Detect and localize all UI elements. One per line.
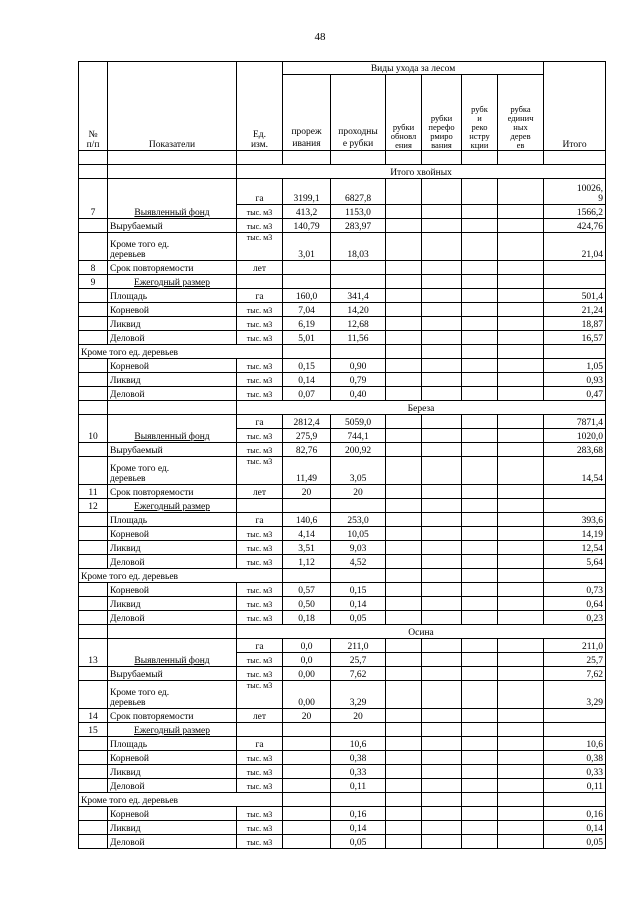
- cell-passage: 211,0: [331, 639, 386, 653]
- section-conifers: [79, 165, 606, 179]
- header-thinning: прореж ивания: [283, 75, 331, 151]
- table-row: [79, 667, 606, 681]
- cell-total: 0,11: [544, 779, 606, 793]
- row-label: Корневой: [108, 583, 237, 597]
- table-row: [79, 373, 606, 387]
- table-row: [79, 219, 606, 233]
- row-label: Ликвид: [108, 821, 237, 835]
- header-renewal: рубки обновл ения: [386, 75, 422, 151]
- table-row: [79, 513, 606, 527]
- row-label: Срок повторяемости: [108, 709, 237, 723]
- cell-total: 12,54: [544, 541, 606, 555]
- cell-thinning: 11,49: [283, 457, 331, 485]
- header-reform: рубки перефо рмиро вания: [422, 75, 462, 151]
- cell-total: 424,76: [544, 219, 606, 233]
- table-row: [79, 793, 606, 807]
- cell-total: 7,62: [544, 667, 606, 681]
- cell-thinning: 20: [283, 485, 331, 499]
- header-passage: проходны е рубки: [331, 75, 386, 151]
- header-num: № п/п: [79, 62, 108, 151]
- row-unit: тыс. м3: [237, 219, 283, 233]
- row-label: Корневой: [108, 807, 237, 821]
- table-row: [79, 499, 606, 513]
- section-title: Осина: [237, 625, 606, 639]
- cell-total: 5,64: [544, 555, 606, 569]
- table-row: [79, 527, 606, 541]
- spacer-row: [79, 151, 606, 165]
- cell-thinning: 7,04: [283, 303, 331, 317]
- cell-thinning: 3199,1: [283, 179, 331, 205]
- cell-thinning: 6,19: [283, 317, 331, 331]
- cell-passage: 14,20: [331, 303, 386, 317]
- table-row: [79, 415, 606, 429]
- row-unit: лет: [237, 485, 283, 499]
- header-row-1: [79, 62, 606, 75]
- row-label: Кроме того ед. деревьев: [79, 569, 283, 583]
- row-unit: лет: [237, 709, 283, 723]
- cell-total: 0,47: [544, 387, 606, 401]
- row-unit: тыс. м3: [237, 331, 283, 345]
- cell-total: 393,6: [544, 513, 606, 527]
- row-unit: тыс. м3: [237, 205, 283, 219]
- table-row: [79, 317, 606, 331]
- row-unit: тыс. м3: [237, 821, 283, 835]
- cell-thinning: 3,51: [283, 541, 331, 555]
- row-unit: га: [237, 179, 283, 205]
- row-label: Кроме того ед. деревьев: [79, 793, 283, 807]
- table-row: [79, 261, 606, 275]
- cell-total: 501,4: [544, 289, 606, 303]
- cell-thinning: 0,0: [283, 639, 331, 653]
- table-row: [79, 443, 606, 457]
- cell-passage: 9,03: [331, 541, 386, 555]
- cell-thinning: 5,01: [283, 331, 331, 345]
- row-label: Деловой: [108, 835, 237, 849]
- cell-total: 1020,0: [544, 429, 606, 443]
- cell-thinning: 0,0: [283, 653, 331, 667]
- row-label: Корневой: [108, 527, 237, 541]
- table-row: [79, 709, 606, 723]
- row-unit: тыс. м3: [237, 387, 283, 401]
- cell-passage: 0,79: [331, 373, 386, 387]
- row-unit: тыс. м3: [237, 835, 283, 849]
- cell-total: 21,24: [544, 303, 606, 317]
- cell-passage: 341,4: [331, 289, 386, 303]
- table-row: [79, 597, 606, 611]
- row-label: Кроме того ед. деревьев: [79, 345, 283, 359]
- cell-thinning: 1,12: [283, 555, 331, 569]
- header-total: Итого: [544, 62, 606, 151]
- cell-total: 14,54: [544, 457, 606, 485]
- table-row: [79, 639, 606, 653]
- table-row: [79, 387, 606, 401]
- row-unit: тыс. м3: [237, 583, 283, 597]
- row-unit: тыс. м3: [237, 443, 283, 457]
- cell-total: 25,7: [544, 653, 606, 667]
- cell-total: 21,04: [544, 233, 606, 261]
- table-row: [79, 807, 606, 821]
- cell-total: 16,57: [544, 331, 606, 345]
- header-reconstr: рубк и реко нстру кции: [462, 75, 498, 151]
- cell-passage: 0,90: [331, 359, 386, 373]
- row-label: Корневой: [108, 303, 237, 317]
- cell-thinning: 413,2: [283, 205, 331, 219]
- cell-thinning: 3,01: [283, 233, 331, 261]
- row-label: Площадь: [108, 513, 237, 527]
- row-unit: тыс. м3: [237, 527, 283, 541]
- cell-passage: 7,62: [331, 667, 386, 681]
- cell-thinning: 275,9: [283, 429, 331, 443]
- cell-thinning: 0,50: [283, 597, 331, 611]
- row-num: 11: [79, 485, 108, 499]
- row-unit: тыс. м3: [237, 233, 283, 261]
- cell-passage: 10,6: [331, 737, 386, 751]
- table-row: [79, 457, 606, 485]
- row-label: Ежегодный размер: [108, 275, 237, 289]
- cell-passage: 744,1: [331, 429, 386, 443]
- row-unit: тыс. м3: [237, 807, 283, 821]
- header-single: рубка единич ных дерев ев: [498, 75, 544, 151]
- row-label: Выявленный фонд: [108, 639, 237, 667]
- cell-passage: 0,15: [331, 583, 386, 597]
- cell-passage: 20: [331, 485, 386, 499]
- row-label: Площадь: [108, 737, 237, 751]
- row-label: Вырубаемый: [108, 667, 237, 681]
- row-label: Кроме того ед. деревьев: [108, 681, 237, 709]
- row-label: Выявленный фонд: [108, 179, 237, 219]
- row-label: Срок повторяемости: [108, 485, 237, 499]
- cell-passage: 3,05: [331, 457, 386, 485]
- row-unit: га: [237, 737, 283, 751]
- row-label: Корневой: [108, 359, 237, 373]
- cell-thinning: 0,15: [283, 359, 331, 373]
- cell-passage: 10,05: [331, 527, 386, 541]
- cell-total: 0,05: [544, 835, 606, 849]
- table-row: [79, 723, 606, 737]
- row-unit: тыс. м3: [237, 317, 283, 331]
- row-unit: тыс. м3: [237, 555, 283, 569]
- row-unit: тыс. м3: [237, 597, 283, 611]
- cell-total: 10,6: [544, 737, 606, 751]
- row-label: Ликвид: [108, 597, 237, 611]
- row-label: Деловой: [108, 387, 237, 401]
- row-label: Ликвид: [108, 317, 237, 331]
- cell-passage: 18,03: [331, 233, 386, 261]
- table-row: [79, 583, 606, 597]
- table-row: [79, 611, 606, 625]
- page-number: 48: [314, 31, 326, 43]
- table-row: [79, 779, 606, 793]
- row-unit: тыс. м3: [237, 667, 283, 681]
- table-row: [79, 751, 606, 765]
- cell-passage: 11,56: [331, 331, 386, 345]
- table-row: [79, 331, 606, 345]
- row-label: Ежегодный размер: [108, 499, 237, 513]
- cell-thinning: 140,6: [283, 513, 331, 527]
- row-unit: га: [237, 415, 283, 429]
- cell-total: 10026, 9: [544, 179, 606, 205]
- cell-passage: 0,38: [331, 751, 386, 765]
- row-num: 9: [79, 275, 108, 289]
- cell-passage: 200,92: [331, 443, 386, 457]
- cell-passage: 4,52: [331, 555, 386, 569]
- cell-thinning: 0,14: [283, 373, 331, 387]
- row-unit: тыс. м3: [237, 457, 283, 485]
- row-label: Кроме того ед. деревьев: [108, 457, 237, 485]
- cell-thinning: 82,76: [283, 443, 331, 457]
- cell-passage: 5059,0: [331, 415, 386, 429]
- row-label: Корневой: [108, 751, 237, 765]
- table-row: [79, 289, 606, 303]
- header-types-group: Виды ухода за лесом: [283, 62, 544, 75]
- row-num: 12: [79, 499, 108, 513]
- cell-thinning: 0,57: [283, 583, 331, 597]
- row-label: Деловой: [108, 779, 237, 793]
- cell-passage: 0,16: [331, 807, 386, 821]
- table-row: [79, 541, 606, 555]
- cell-passage: 0,14: [331, 821, 386, 835]
- table-row: [79, 821, 606, 835]
- table-row: [79, 233, 606, 261]
- cell-passage: 0,40: [331, 387, 386, 401]
- cell-thinning: 0,07: [283, 387, 331, 401]
- row-unit: тыс. м3: [237, 681, 283, 709]
- cell-passage: 0,11: [331, 779, 386, 793]
- cell-thinning: 2812,4: [283, 415, 331, 429]
- row-num: 8: [79, 261, 108, 275]
- cell-total: 0,93: [544, 373, 606, 387]
- row-num: 13: [79, 639, 108, 667]
- row-unit: тыс. м3: [237, 765, 283, 779]
- header-unit: Ед. изм.: [237, 62, 283, 151]
- cell-thinning: 160,0: [283, 289, 331, 303]
- cell-total: 283,68: [544, 443, 606, 457]
- forest-care-table: [78, 61, 606, 849]
- section-birch: [79, 401, 606, 415]
- row-unit: лет: [237, 261, 283, 275]
- table-row: [79, 485, 606, 499]
- cell-passage: 6827,8: [331, 179, 386, 205]
- table-row: [79, 555, 606, 569]
- cell-thinning: 0,00: [283, 681, 331, 709]
- header-indicators: Показатели: [108, 62, 237, 151]
- row-unit: тыс. м3: [237, 541, 283, 555]
- cell-total: 0,14: [544, 821, 606, 835]
- cell-passage: 20: [331, 709, 386, 723]
- row-label: Вырубаемый: [108, 219, 237, 233]
- row-unit: га: [237, 513, 283, 527]
- row-num: 7: [79, 179, 108, 219]
- cell-total: 0,73: [544, 583, 606, 597]
- row-unit: тыс. м3: [237, 653, 283, 667]
- row-label: Деловой: [108, 331, 237, 345]
- cell-total: 0,33: [544, 765, 606, 779]
- row-label: Ежегодный размер: [108, 723, 237, 737]
- row-label: Срок повторяемости: [108, 261, 237, 275]
- row-unit: тыс. м3: [237, 751, 283, 765]
- row-label: Ликвид: [108, 541, 237, 555]
- cell-total: 1,05: [544, 359, 606, 373]
- cell-total: 7871,4: [544, 415, 606, 429]
- row-unit: тыс. м3: [237, 779, 283, 793]
- row-unit: тыс. м3: [237, 359, 283, 373]
- section-title: Итого хвойных: [237, 165, 606, 179]
- cell-total: 3,29: [544, 681, 606, 709]
- row-label: Ликвид: [108, 765, 237, 779]
- row-num: 14: [79, 709, 108, 723]
- table-row: [79, 569, 606, 583]
- row-label: Ликвид: [108, 373, 237, 387]
- cell-thinning: 20: [283, 709, 331, 723]
- row-label: Деловой: [108, 611, 237, 625]
- cell-passage: 0,05: [331, 835, 386, 849]
- cell-total: 18,87: [544, 317, 606, 331]
- cell-total: 14,19: [544, 527, 606, 541]
- cell-thinning: 0,18: [283, 611, 331, 625]
- cell-total: 0,16: [544, 807, 606, 821]
- cell-thinning: 4,14: [283, 527, 331, 541]
- table-row: [79, 681, 606, 709]
- cell-total: 211,0: [544, 639, 606, 653]
- cell-passage: 1153,0: [331, 205, 386, 219]
- cell-passage: 3,29: [331, 681, 386, 709]
- table-row: [79, 835, 606, 849]
- table-row: [79, 275, 606, 289]
- section-title: Береза: [237, 401, 606, 415]
- cell-thinning: 140,79: [283, 219, 331, 233]
- cell-total: 1566,2: [544, 205, 606, 219]
- row-label: Вырубаемый: [108, 443, 237, 457]
- cell-total: 0,23: [544, 611, 606, 625]
- row-label: Площадь: [108, 289, 237, 303]
- cell-passage: 253,0: [331, 513, 386, 527]
- row-label: Выявленный фонд: [108, 415, 237, 443]
- row-unit: га: [237, 639, 283, 653]
- table-row: [79, 345, 606, 359]
- table-row: [79, 765, 606, 779]
- section-aspen: [79, 625, 606, 639]
- cell-passage: 0,05: [331, 611, 386, 625]
- cell-thinning: 0,00: [283, 667, 331, 681]
- table-row: [79, 179, 606, 205]
- row-num: 10: [79, 415, 108, 443]
- row-unit: тыс. м3: [237, 611, 283, 625]
- cell-total: 0,64: [544, 597, 606, 611]
- row-num: 15: [79, 723, 108, 737]
- row-label: Кроме того ед. деревьев: [108, 233, 237, 261]
- table-row: [79, 303, 606, 317]
- row-unit: тыс. м3: [237, 429, 283, 443]
- cell-passage: 0,33: [331, 765, 386, 779]
- row-unit: тыс. м3: [237, 303, 283, 317]
- cell-passage: 12,68: [331, 317, 386, 331]
- table-row: [79, 359, 606, 373]
- cell-total: 0,38: [544, 751, 606, 765]
- cell-passage: 0,14: [331, 597, 386, 611]
- cell-passage: 25,7: [331, 653, 386, 667]
- row-unit: га: [237, 289, 283, 303]
- row-unit: тыс. м3: [237, 373, 283, 387]
- cell-passage: 283,97: [331, 219, 386, 233]
- row-label: Деловой: [108, 555, 237, 569]
- table-row: [79, 737, 606, 751]
